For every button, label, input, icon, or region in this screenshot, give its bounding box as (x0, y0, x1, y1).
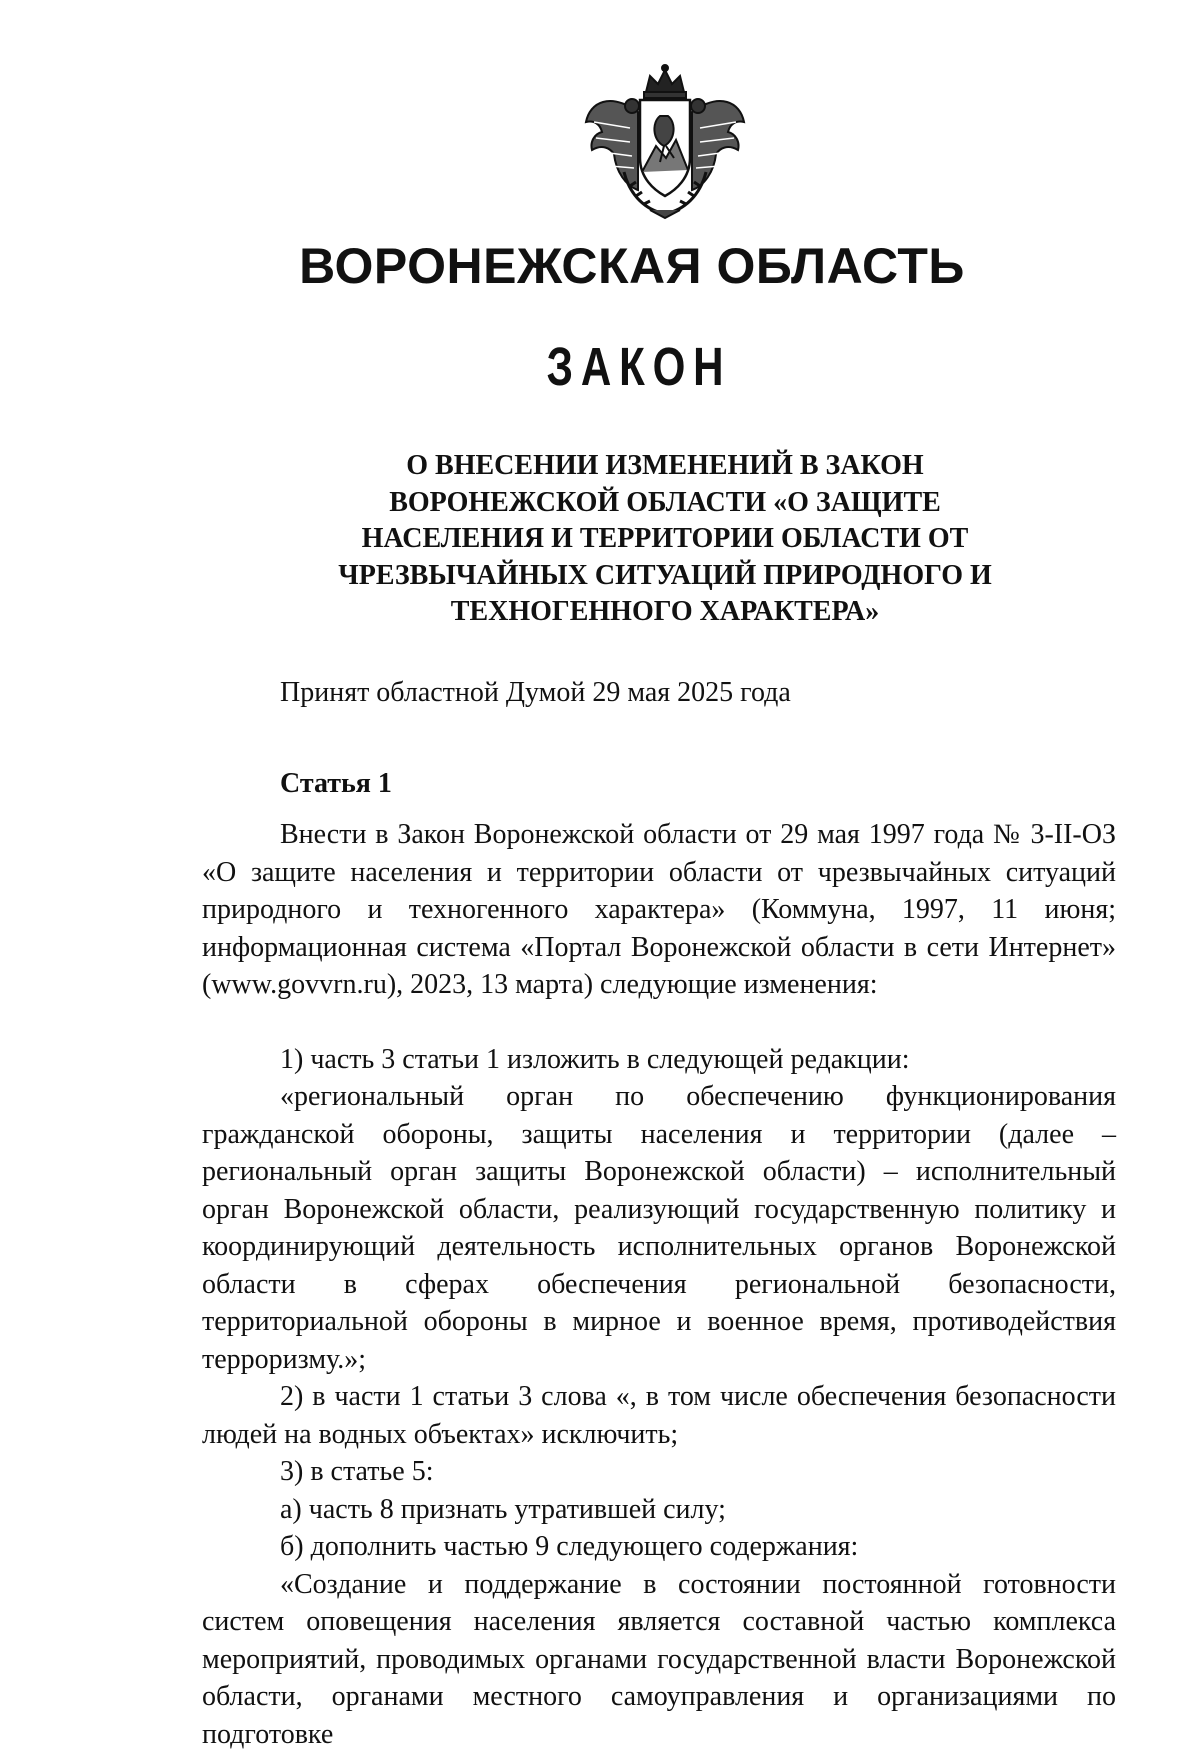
region-title: ВОРОНЕЖСКАЯ ОБЛАСТЬ (0, 236, 1200, 296)
article-body (202, 816, 1116, 1753)
article-item: б) дополнить частью 9 следующего содержания: (202, 1528, 1116, 1566)
law-title-line: О ВНЕСЕНИИ ИЗМЕНЕНИЙ В ЗАКОН (260, 448, 1070, 485)
coat-of-arms-icon (580, 62, 750, 220)
article-item: «Создание и поддержание в состоянии постоянной готовности систем оповещения населения является составной частью комплекса мероприятий, проводимых органами государственной власти Воронежской области, органами местного самоуправления и организациями по подготовке (202, 1566, 1116, 1753)
article-item: а) часть 8 признать утратившей силу; (202, 1491, 1116, 1529)
article-item: 1) часть 3 статьи 1 изложить в следующей редакции: (202, 1041, 1116, 1079)
law-title-line: ТЕХНОГЕННОГО ХАРАКТЕРА» (260, 594, 1070, 631)
document-type: ЗАКОН (146, 334, 1082, 400)
law-title (260, 448, 1070, 631)
article-intro-paragraph: Внести в Закон Воронежской области от 29 мая 1997 года № 3-II-ОЗ «О защите населения и территории области от чрезвычайных ситуаций природного и техногенного характера» (Коммуна, 1997, 11 июня; информационная система «Портал Воронежской области в сети Интернет» (www.govvrn.ru), 2023, 13 марта) следующие изменения: (202, 816, 1116, 1004)
article-item: 2) в части 1 статьи 3 слова «, в том числе обеспечения безопасности людей на водных объектах» исключить; (202, 1378, 1116, 1453)
article-item: 3) в статье 5: (202, 1453, 1116, 1491)
law-title-line: ЧРЕЗВЫЧАЙНЫХ СИТУАЦИЙ ПРИРОДНОГО И (260, 558, 1070, 595)
law-title-line: НАСЕЛЕНИЯ И ТЕРРИТОРИИ ОБЛАСТИ ОТ (260, 521, 1070, 558)
adoption-note: Принят областной Думой 29 мая 2025 года (280, 675, 791, 711)
law-title-line: ВОРОНЕЖСКОЙ ОБЛАСТИ «О ЗАЩИТЕ (260, 485, 1070, 522)
article-item: «региональный орган по обеспечению функционирования гражданской обороны, защиты населения и территории (далее – региональный орган защиты Воронежской области) – исполнительный орган Воронежской области, реализующий государственную политику и координирующий деятельность исполнительных органов Воронежской области в сферах обеспечения региональной безопасности, территориальной обороны в мирное и военное время, противодействия терроризму.»; (202, 1078, 1116, 1378)
article-heading: Статья 1 (280, 766, 392, 802)
